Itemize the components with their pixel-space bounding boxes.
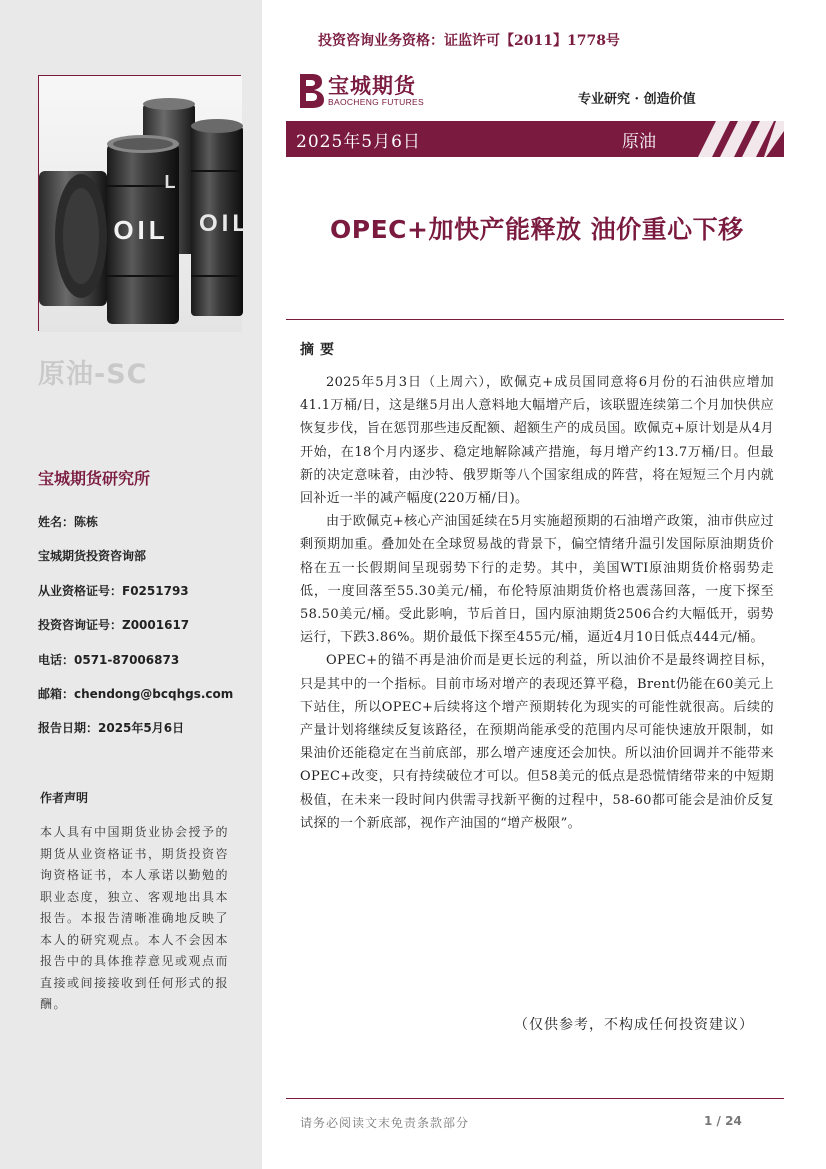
analyst-name: 姓名：陈栋 bbox=[38, 515, 99, 529]
slogan: 专业研究 · 创造价值 bbox=[578, 92, 696, 107]
footer-disclaimer-link[interactable]: 请务必阅读文末免责条款部分 bbox=[300, 1116, 470, 1130]
phone: 电话：0571-87006873 bbox=[38, 653, 180, 667]
email-link[interactable]: 邮箱：chendong@bcqhgs.com bbox=[38, 687, 234, 701]
paragraph-2: 由于欧佩克+核心产油国延续在5月实施超预期的石油增产政策，油市供应过剩预期加重。叠加处在全球贸易战的背景下，偏空情绪升温引发国际原油期货价格在五一长假期间呈现弱势下行的走势。其中，美国WTI原油期货价格弱势走低，一度回落至55.30美元/桶，布伦特原油期货价格也震荡回落，一度下探至58.50美元/桶。受此影响，节后首日，国内原油期货2506合约大幅低开，弱势运行，下跌3.86%。期价最低下探至455元/桶，逼近4月10日低点444元/桶。 bbox=[300, 514, 774, 646]
barrel-label-back: L bbox=[164, 172, 176, 192]
report-date-banner: 2025年5月6日 bbox=[296, 132, 421, 152]
logo-icon bbox=[296, 70, 326, 110]
author-statement: 本人具有中国期货业协会授予的期货从业资格证书，期货投资咨询资格证书，本人承诺以勤勉的职业态度，独立、客观地出具本报告。本报告清晰准确地反映了本人的研究观点。本人不会因本报告中的具体推荐意见或观点而直接或间接接收到任何形式的报酬。 bbox=[40, 825, 230, 1011]
consult-number: 投资咨询证号：Z0001617 bbox=[38, 618, 190, 632]
license-number: 从业资格证号：F0251793 bbox=[38, 584, 189, 598]
paragraph-1: 2025年5月3日（上周六），欧佩克+成员国同意将6月份的石油供应增加41.1万桶/日，这是继5月出人意料地大幅增产后，该联盟连续第二个月加快供应恢复步伐，旨在惩罚那些违反配额、超额生产的成员国。欧佩克+原计划是从4月开始，在18个月内逐步、稳定地解除减产措施，每月增产约13.7万桶/日。但最新的决定意味着，由沙特、俄罗斯等八个国家组成的阵营，将在短短三个月内就回补近一半的减产幅度(220万桶/日)。 bbox=[300, 375, 774, 507]
page-number: 1 / 24 bbox=[704, 1114, 742, 1128]
left-sidebar bbox=[0, 0, 262, 1169]
footer-divider bbox=[286, 1098, 784, 1099]
oil-barrels-illustration bbox=[39, 76, 251, 332]
report-date: 报告日期：2025年5月6日 bbox=[38, 721, 185, 735]
barrel-label-center: OIL bbox=[113, 215, 169, 245]
department: 宝城期货投资咨询部 bbox=[38, 549, 147, 563]
logo-text-en: BAOCHENG FUTURES bbox=[328, 97, 424, 107]
author-statement-title: 作者声明 bbox=[40, 791, 89, 805]
company-logo bbox=[296, 70, 436, 112]
oil-barrels-photo bbox=[38, 75, 251, 331]
abstract-heading: 摘要 bbox=[300, 342, 340, 358]
qualification-line: 投资咨询业务资格：证监许可【2011】1778号 bbox=[318, 33, 620, 49]
institute-name: 宝城期货研究所 bbox=[38, 469, 151, 488]
report-title: OPEC+加快产能释放 油价重心下移 bbox=[330, 215, 744, 244]
product-name: 原油-SC bbox=[38, 359, 148, 390]
report-category: 原油 bbox=[622, 132, 656, 152]
title-divider bbox=[286, 319, 784, 320]
abstract-body bbox=[300, 371, 774, 835]
barrel-label-right: OIL bbox=[199, 210, 251, 237]
paragraph-3: OPEC+的锚不再是油价而是更长远的利益，所以油价不是最终调控目标，只是其中的一个指标。目前市场对增产的表现还算平稳，Brent仍能在60美元上下站住，所以OPEC+后续将这个增产预期转化为现实的可能性就很高。后续的产量计划将继续反复该路径，在预期尚能承受的范围内尽可能快速放开限制，如果油价还能稳定在当前底部，那么增产速度还会加快。所以油价回调并不能带来OPEC+改变，只有持续破位才可以。但58美元的低点是恐慌情绪带来的中短期极值，在未来一段时间内供需寻找新平衡的过程中，58-60都可能会是油价反复试探的一个新底部，视作产油国的“增产极限”。 bbox=[300, 653, 774, 831]
investment-note: （仅供参考，不构成任何投资建议） bbox=[514, 1017, 754, 1033]
logo-text-cn: 宝城期货 bbox=[328, 74, 416, 98]
